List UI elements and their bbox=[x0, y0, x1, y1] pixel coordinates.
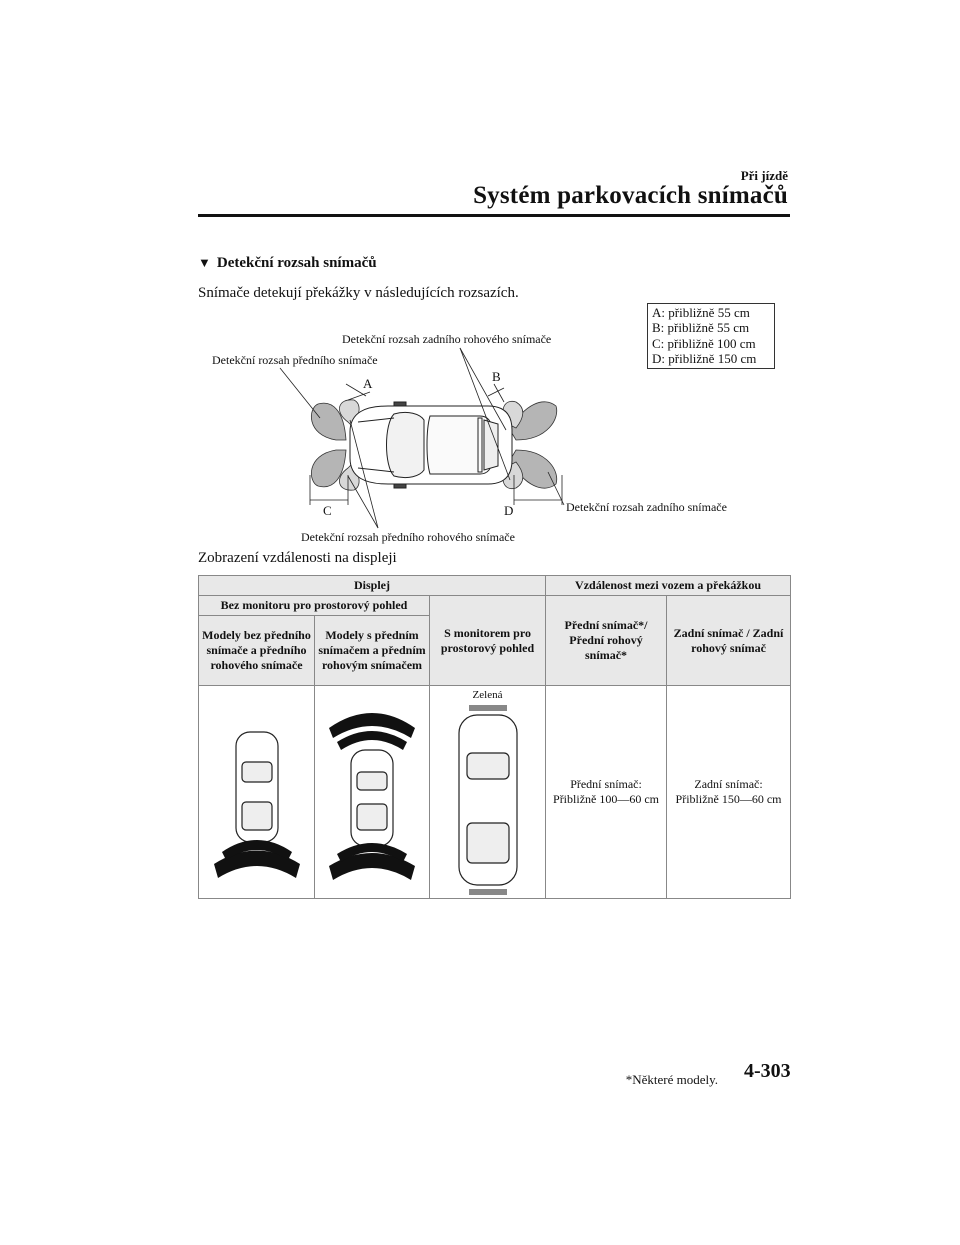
car-icon bbox=[351, 750, 393, 846]
letter-b: B bbox=[492, 369, 501, 384]
rear-warning-arcs-icon bbox=[329, 843, 415, 880]
letter-a: A bbox=[363, 376, 373, 391]
car-icon bbox=[459, 715, 517, 885]
label-front-range: Detekční rozsah předního snímače bbox=[212, 353, 378, 367]
legend-d: D: přibližně 150 cm bbox=[652, 351, 757, 367]
display-surround-monitor bbox=[430, 686, 546, 899]
legend-a: A: přibližně 55 cm bbox=[652, 305, 750, 320]
section-heading-text: Detekční rozsah snímačů bbox=[216, 255, 377, 271]
rear-value-label: Zadní snímač: bbox=[694, 777, 763, 791]
rear-green-indicator bbox=[469, 889, 507, 895]
footnote: *Některé modely. bbox=[625, 1072, 718, 1087]
car-icon bbox=[236, 732, 278, 842]
display-with-front-sensor bbox=[315, 686, 430, 899]
letter-c: C bbox=[323, 503, 332, 518]
header-with-monitor: S monitorem pro prostorový pohled bbox=[430, 596, 546, 686]
front-warning-arcs-icon bbox=[329, 713, 415, 750]
page-number: 4-303 bbox=[744, 1060, 791, 1082]
front-sensor-value bbox=[546, 686, 667, 899]
table-caption: Zobrazení vzdálenosti na displeji bbox=[198, 550, 397, 566]
legend-b: B: přibližně 55 cm bbox=[652, 320, 750, 336]
header-rear-sensor: Zadní snímač / Zadní rohový snímač bbox=[667, 596, 791, 686]
display-no-front-sensor bbox=[199, 686, 315, 899]
header-rule bbox=[198, 214, 790, 217]
intro-text: Snímače detekují překážky v následujících rozsazích. bbox=[198, 285, 519, 301]
triangle-bullet-icon: ▼ bbox=[198, 255, 211, 270]
distance-legend bbox=[647, 303, 775, 369]
header-model-no-front: Modely bez předního snímače a předního rohového snímače bbox=[199, 616, 315, 686]
green-label: Zelená bbox=[472, 688, 503, 701]
label-front-corner-range: Detekční rozsah předního rohového snímače bbox=[301, 530, 515, 544]
front-value: Přibližně 100―60 cm bbox=[553, 792, 659, 806]
header-front-sensor: Přední snímač*/ Přední rohový snímač* bbox=[546, 596, 667, 686]
rear-warning-arcs-icon bbox=[214, 840, 300, 878]
rear-value: Přibližně 150—60 cm bbox=[675, 792, 782, 806]
display-distance-table bbox=[198, 575, 791, 899]
header-display: Displej bbox=[199, 576, 546, 596]
page-title: Systém parkovacích snímačů bbox=[473, 182, 788, 209]
chapter-title: Při jízdě bbox=[740, 168, 788, 183]
rear-sensor-value bbox=[667, 686, 791, 899]
header-model-front: Modely s předním snímačem a předním rohovým snímačem bbox=[315, 616, 430, 686]
header-distance: Vzdálenost mezi vozem a překážkou bbox=[546, 576, 791, 596]
label-rear-corner-range: Detekční rozsah zadního rohového snímače bbox=[342, 332, 552, 346]
front-value-label: Přední snímač: bbox=[570, 777, 642, 791]
section-heading bbox=[198, 255, 377, 272]
car-top-view bbox=[350, 402, 512, 488]
letter-d: D bbox=[504, 503, 514, 518]
legend-c: C: přibližně 100 cm bbox=[652, 335, 756, 351]
label-rear-range: Detekční rozsah zadního snímače bbox=[566, 500, 727, 514]
front-green-indicator bbox=[469, 705, 507, 711]
header-no-monitor: Bez monitoru pro prostorový pohled bbox=[199, 596, 430, 616]
